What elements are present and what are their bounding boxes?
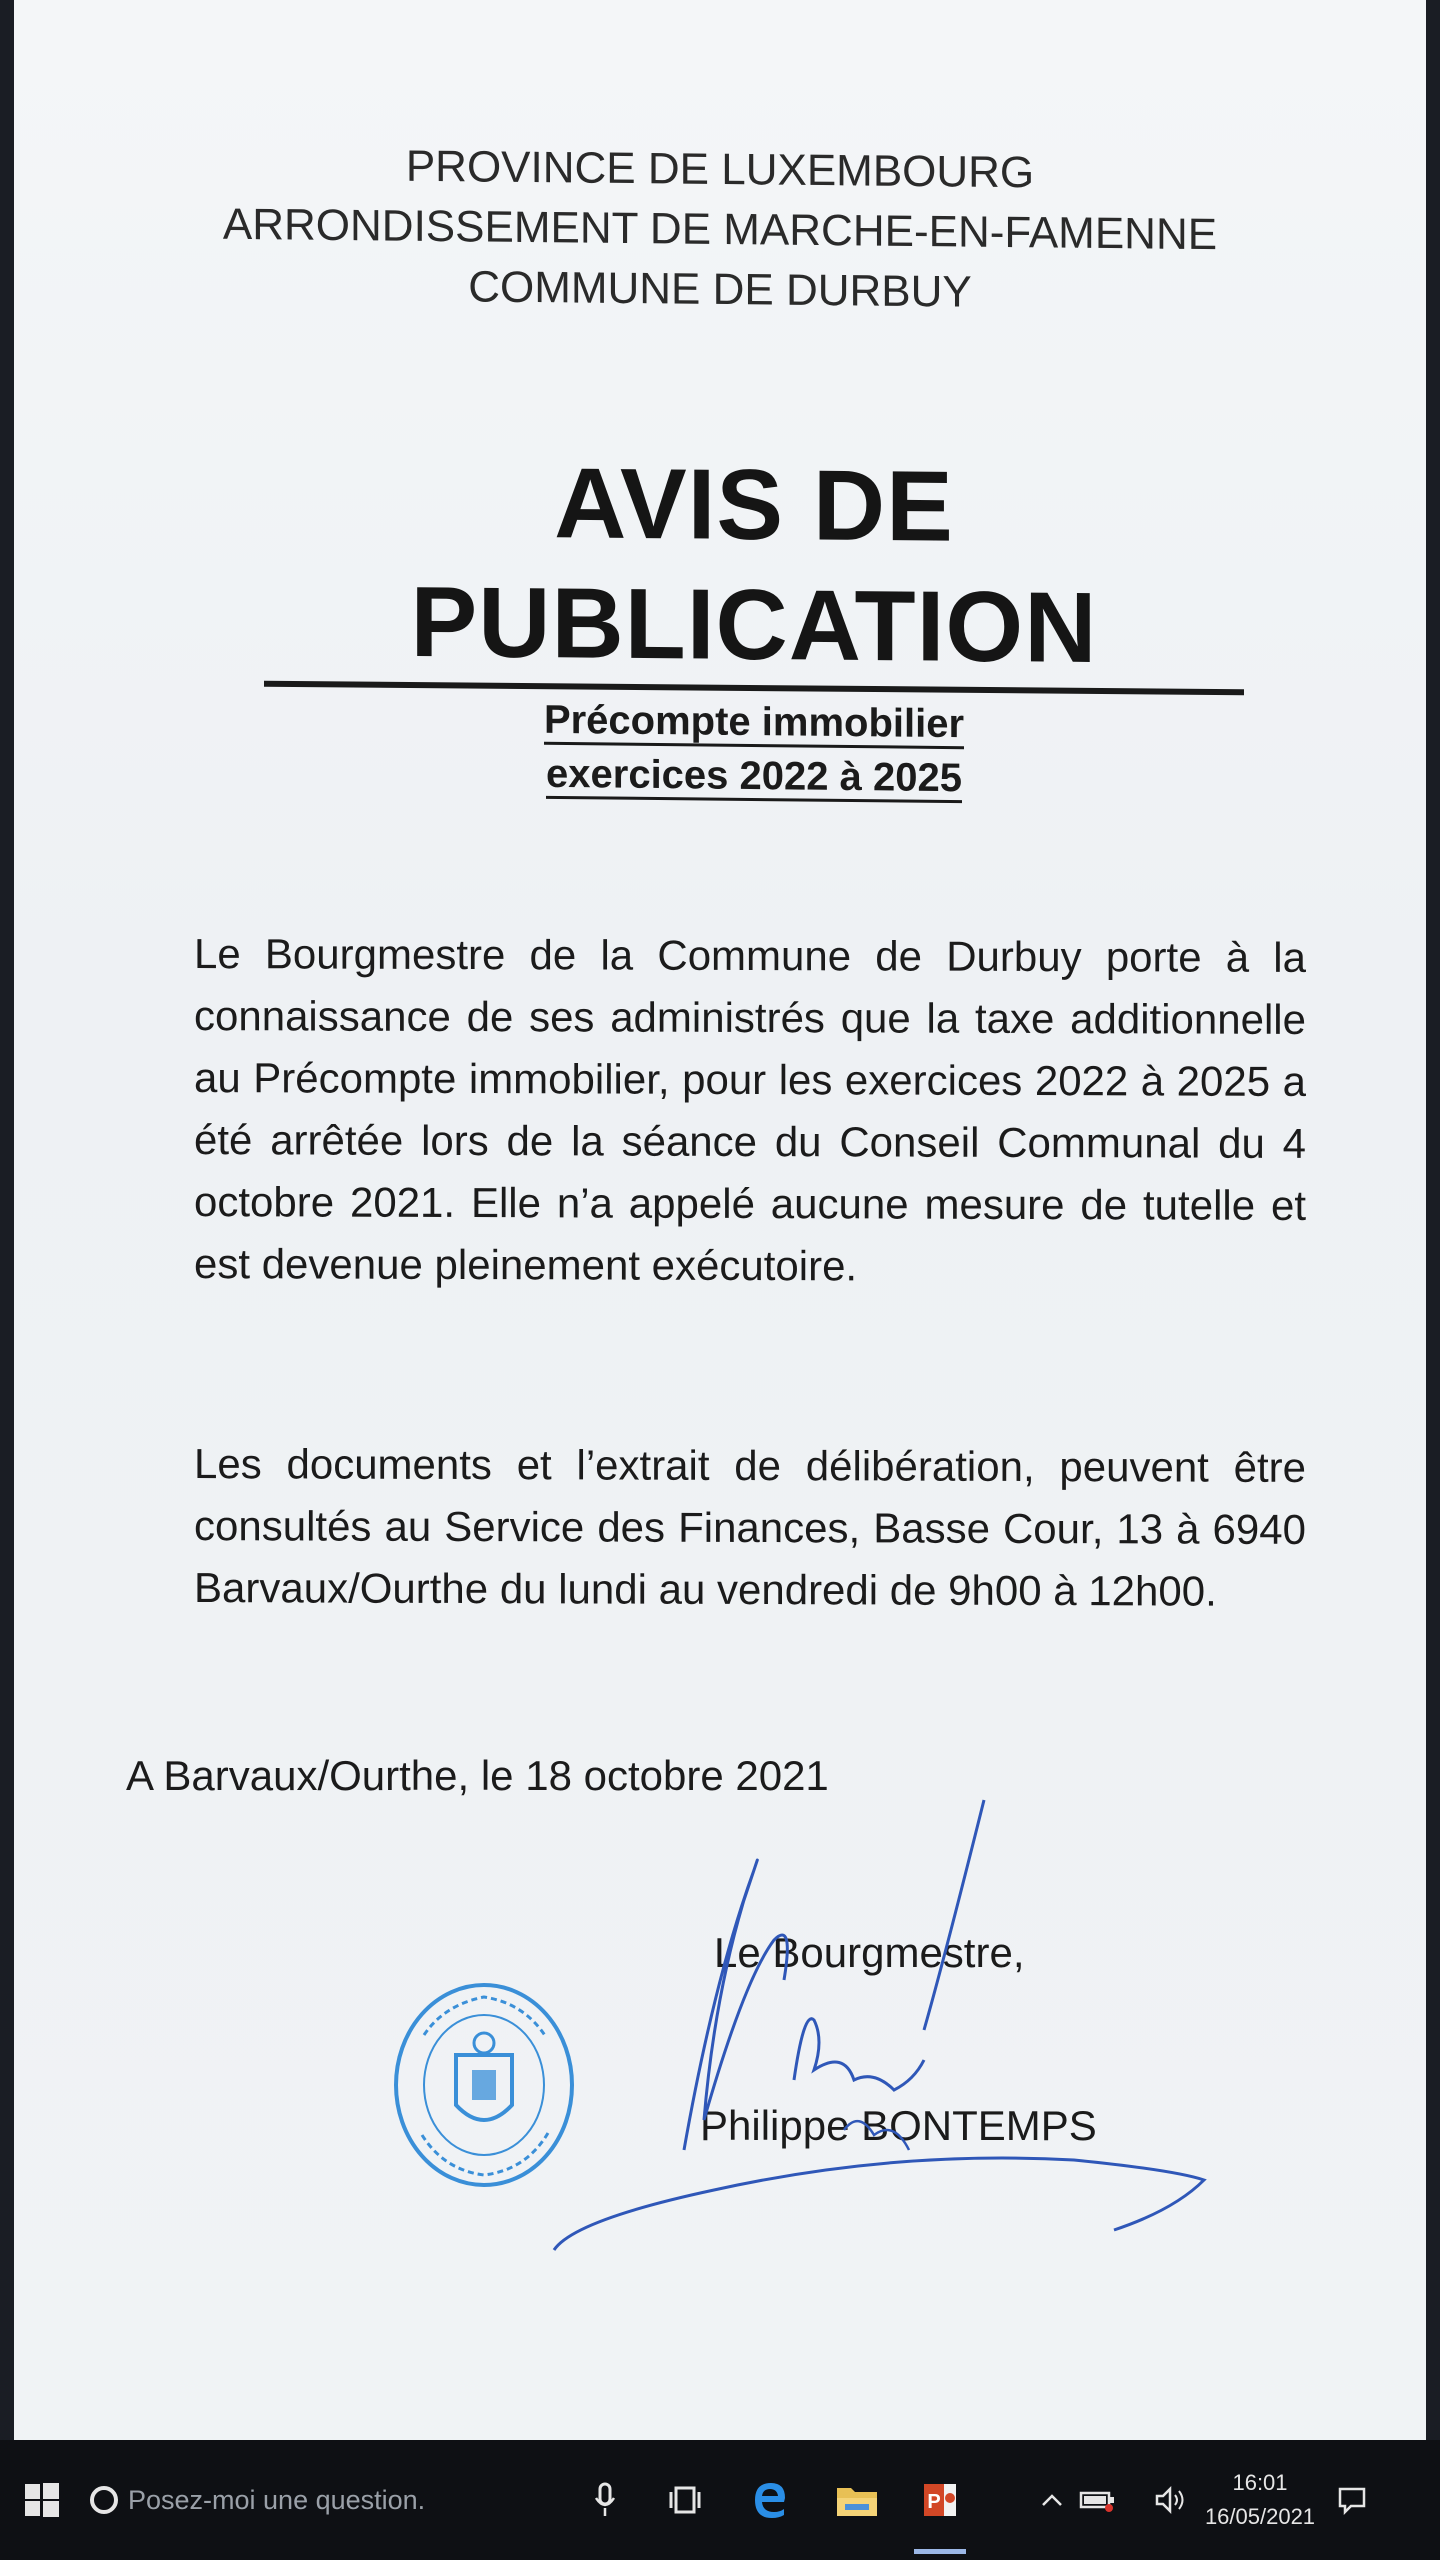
search-placeholder: Posez-moi une question. [128, 2484, 426, 2515]
volume-icon[interactable] [1150, 2440, 1194, 2560]
header-arrondissement: ARRONDISSEMENT DE MARCHE-EN-FAMENNE [222, 199, 1218, 260]
header-commune: COMMUNE DE DURBUY [468, 262, 972, 317]
cortana-icon [90, 2486, 118, 2514]
active-app-indicator [914, 2549, 966, 2554]
document-header [14, 133, 1426, 328]
edge-icon[interactable] [745, 2440, 795, 2560]
system-clock[interactable] [1195, 2440, 1325, 2560]
battery-icon[interactable] [1075, 2440, 1121, 2560]
taskbar [0, 2440, 1440, 2560]
task-view-icon[interactable] [660, 2440, 710, 2560]
notification-icon[interactable] [1330, 2440, 1374, 2560]
clock-time: 16:01 [1232, 2470, 1288, 2495]
document-screen [14, 0, 1426, 2440]
paragraph-tax-notice: Le Bourgmestre de la Commune de Durbuy porte à la connaissance de ses administrés que la taxe additionnelle au Précompte immobilier, pour les exercices 2022 à 2025 a été arrêtée lors de la séance du Conseil Communal du 4 octobre 2021. Elle n’a appelé aucune mesure de tutelle et est devenue pleinement exécutoire. [194, 930, 1306, 1290]
signatory-name: Philippe BONTEMPS [700, 2102, 1097, 2149]
paragraph-consultation: Les documents et l’extrait de délibération, peuvent être consultés au Service des Finances, Basse Cour, 13 à 6940 Barvaux/Ourthe du lundi au vendredi de 9h00 à 12h00. [194, 1440, 1306, 1615]
subject-line-1: Précompte immobilier [544, 698, 964, 749]
clock-date: 16/05/2021 [1204, 2504, 1316, 2529]
place-date: A Barvaux/Ourthe, le 18 octobre 2021 [126, 1752, 829, 1799]
signatory-title: Le Bourgmestre, [714, 1929, 1025, 1976]
file-explorer-icon[interactable] [830, 2440, 884, 2560]
handwritten-signature-icon [514, 1780, 1274, 2300]
tray-chevron-icon[interactable] [1035, 2440, 1069, 2560]
publication-notice [14, 0, 1426, 2440]
subject-line-2: exercices 2022 à 2025 [546, 752, 962, 803]
document-title: AVIS DE PUBLICATION [264, 441, 1244, 696]
document-subject [504, 692, 1004, 805]
header-province: PROVINCE DE LUXEMBOURG [405, 141, 1035, 198]
microphone-icon[interactable] [585, 2440, 625, 2560]
svg-text:P: P [927, 2491, 941, 2513]
powerpoint-icon[interactable] [910, 2440, 970, 2560]
cortana-search-box[interactable] [90, 2440, 470, 2560]
windows-start-icon[interactable] [14, 2440, 70, 2560]
